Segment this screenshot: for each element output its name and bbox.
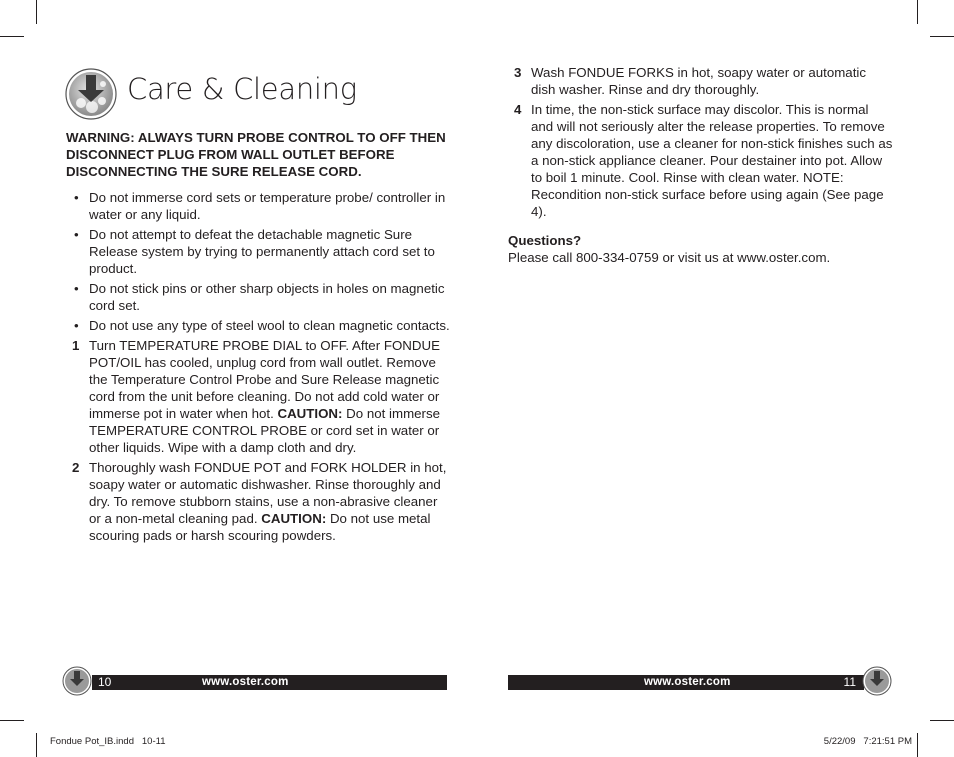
crop-mark bbox=[917, 733, 918, 757]
step-text bbox=[89, 337, 451, 456]
step-text bbox=[89, 459, 451, 544]
list-item bbox=[66, 280, 451, 314]
left-column bbox=[66, 129, 451, 547]
crop-mark bbox=[36, 733, 37, 757]
list-item bbox=[508, 64, 893, 98]
crop-mark bbox=[0, 36, 24, 37]
crop-mark bbox=[930, 720, 954, 721]
page-number: 10 bbox=[98, 675, 112, 689]
step-number: 4 bbox=[514, 102, 522, 117]
list-item bbox=[508, 101, 893, 220]
caution-text: Do not immerse TEMPERATURE CONTROL PROBE or cord set in water or other liquids. Wipe with a damp cloth and dry. bbox=[89, 406, 441, 455]
download-arrow-circle-icon bbox=[65, 68, 117, 120]
step-number: 3 bbox=[514, 65, 522, 80]
list-item bbox=[66, 226, 451, 277]
caution-label: CAUTION: bbox=[261, 511, 327, 526]
download-arrow-circle-icon bbox=[62, 666, 92, 696]
right-column bbox=[508, 64, 893, 266]
step-body: Thoroughly wash FONDUE POT and FORK HOLDER in hot, soapy water or automatic dishwasher. Rinse thoroughly and dry. To remove stubborn stains, use a non-abrasive cleaner or a non-metal cleaning pad. bbox=[89, 460, 447, 526]
questions-heading: Questions? bbox=[508, 233, 582, 248]
bullet-text: Do not immerse cord sets or temperature probe/ controller in water or any liquid. bbox=[89, 190, 446, 222]
caution-label: CAUTION: bbox=[277, 406, 343, 421]
slug-file: Fondue Pot_IB.indd 10-11 bbox=[50, 736, 166, 747]
crop-mark bbox=[917, 0, 918, 24]
footer-bar-left bbox=[92, 675, 447, 690]
bullet-text: Do not stick pins or other sharp objects in holes on magnetic cord set. bbox=[89, 281, 445, 313]
slug-date: 5/22/09 7:21:51 PM bbox=[823, 736, 912, 747]
crop-mark bbox=[930, 36, 954, 37]
bullet-marker: • bbox=[74, 318, 79, 333]
step-number: 1 bbox=[72, 338, 80, 353]
list-item bbox=[66, 459, 451, 544]
bullet-text: Do not attempt to defeat the detachable magnetic Sure Release system by trying to permanently attach cord set to product. bbox=[89, 227, 435, 276]
step-body: Turn TEMPERATURE PROBE DIAL to OFF. After FONDUE POT/OIL has cooled, unplug cord from wall outlet. Remove the Temperature Control Probe and Sure Release magnetic cord from the unit before cleaning. Do not add cold water or immerse pot in water when hot. bbox=[89, 338, 440, 421]
download-arrow-circle-icon bbox=[862, 666, 892, 696]
footer-url[interactable]: www.oster.com bbox=[644, 676, 731, 688]
list-item bbox=[66, 189, 451, 223]
questions-text: Please call 800-334-0759 or visit us at www.oster.com. bbox=[508, 250, 831, 265]
step-list bbox=[508, 64, 893, 220]
crop-mark bbox=[36, 0, 37, 24]
footer-bar-right bbox=[508, 675, 864, 690]
bullet-marker: • bbox=[74, 227, 79, 242]
bullet-list bbox=[66, 189, 451, 544]
step-text: Wash FONDUE FORKS in hot, soapy water or automatic dish washer. Rinse and dry thoroughly. bbox=[531, 65, 866, 97]
crop-mark bbox=[0, 720, 24, 721]
caution-text: Do not use metal scouring pads or harsh scouring powders. bbox=[89, 511, 431, 543]
bullet-marker: • bbox=[74, 281, 79, 296]
list-item bbox=[66, 317, 451, 334]
list-item bbox=[66, 337, 451, 456]
step-number: 2 bbox=[72, 460, 80, 475]
page-number: 11 bbox=[843, 675, 856, 689]
warning-text: WARNING: ALWAYS TURN PROBE CONTROL TO OFF THEN DISCONNECT PLUG FROM WALL OUTLET BEFORE DISCONNECTING THE SURE RELEASE CORD. bbox=[66, 130, 446, 179]
bullet-marker: • bbox=[74, 190, 79, 205]
step-text: In time, the non-stick surface may discolor. This is normal and will not seriously alter the release properties. To remove any discoloration, use a cleaner for non-stick finishes such as a non-stick appliance cleaner. Pour destainer into pot. Allow to boil 1 minute. Cool. Rinse with clean water. NOTE: Recondition non-stick surface before using again (See page 4). bbox=[531, 102, 893, 219]
page-title: Care & Cleaning bbox=[127, 72, 357, 106]
bullet-text: Do not use any type of steel wool to clean magnetic contacts. bbox=[89, 318, 450, 333]
footer-url[interactable]: www.oster.com bbox=[202, 676, 289, 688]
